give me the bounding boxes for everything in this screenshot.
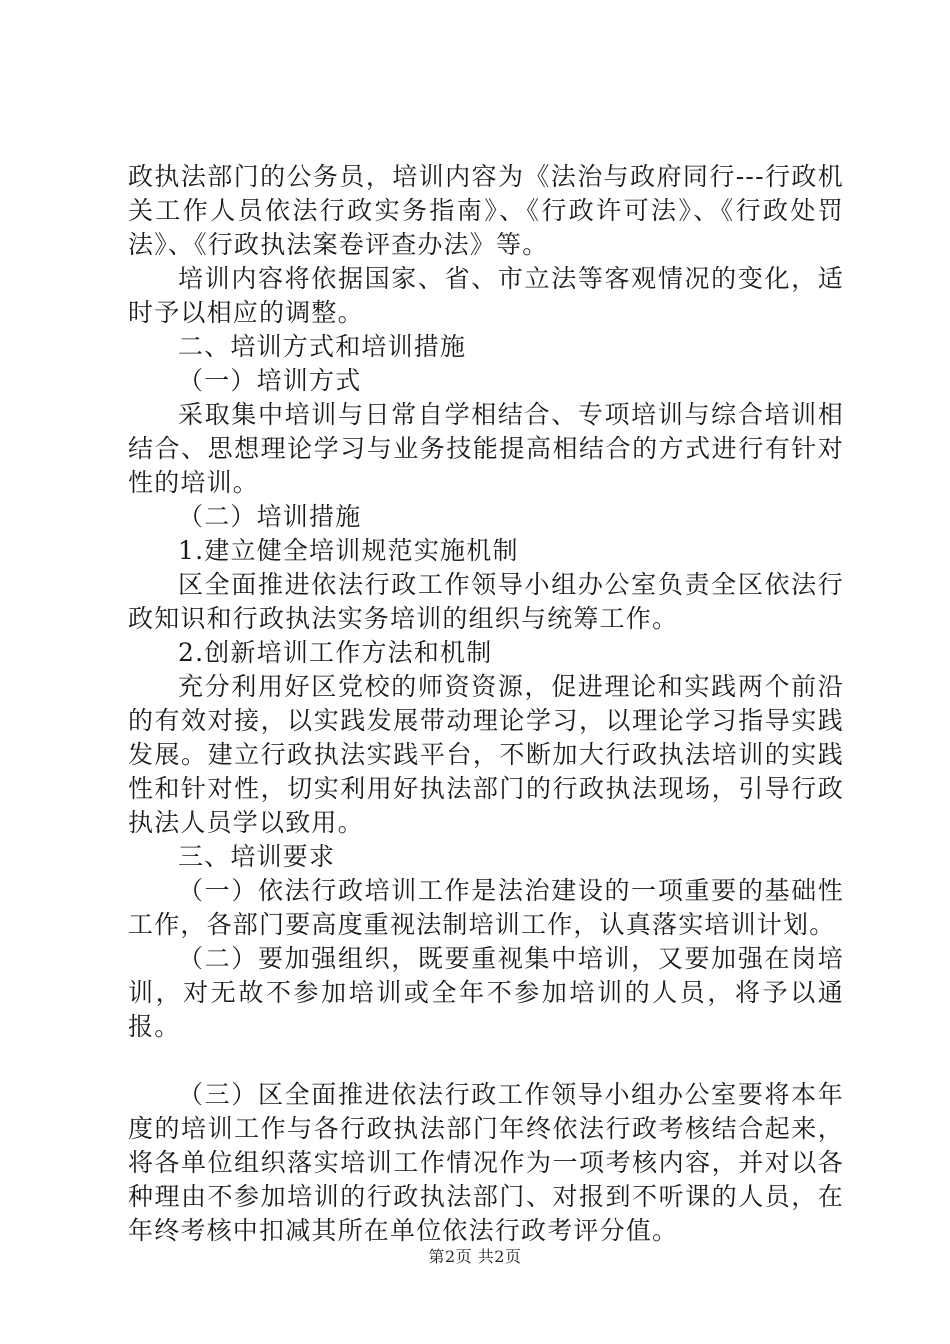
document-body [128, 160, 844, 1248]
requirement-1: （一）依法行政培训工作是法治建设的一项重要的基础性工作，各部门要高度重视法制培训工作，认真落实培训计划。 [128, 876, 844, 939]
item-heading-2: 2.创新培训工作方法和机制 [178, 638, 493, 667]
subsection-heading-measures: （二）培训措施 [178, 502, 362, 531]
requirement-3: （三）区全面推进依法行政工作领导小组办公室要将本年度的培训工作与各行政执法部门年终依法行政考核结合起来，将各单位组织落实培训工作情况作为一项考核内容，并对以各种理由不参加培训的行政执法部门、对报到不听课的人员，在年终考核中扣减其所在单位依法行政考评分值。 [128, 1080, 844, 1245]
requirement-2: （二）要加强组织，既要重视集中培训，又要加强在岗培训，对无故不参加培训或全年不参加培训的人员，将予以通报。 [128, 944, 844, 1041]
paragraph-gap [128, 1044, 844, 1078]
paragraph-method: 采取集中培训与日常自学相结合、专项培训与综合培训相结合、思想理论学习与业务技能提高相结合的方式进行有针对性的培训。 [128, 400, 844, 497]
section-heading-3: 三、培训要求 [178, 842, 336, 871]
section-heading-2: 二、培训方式和培训措施 [178, 332, 467, 361]
paragraph-item-1: 区全面推进依法行政工作领导小组办公室负责全区依法行政知识和行政执法实务培训的组织与统筹工作。 [128, 570, 844, 633]
paragraph-adjustment: 培训内容将依据国家、省、市立法等客观情况的变化，适时予以相应的调整。 [128, 264, 844, 327]
paragraph-item-2: 充分利用好区党校的师资资源，促进理论和实践两个前沿的有效对接，以实践发展带动理论学习，以理论学习指导实践发展。建立行政执法实践平台，不断加大行政执法培训的实践性和针对性，切实利用好执法部门的行政执法现场，引导行政执法人员学以致用。 [128, 672, 844, 837]
item-heading-1: 1.建立健全培训规范实施机制 [178, 536, 519, 565]
page-footer: 第2页 共2页 [428, 1247, 522, 1266]
paragraph-continuation: 政执法部门的公务员，培训内容为《法治与政府同行---行政机关工作人员依法行政实务指南》、《行政许可法》、《行政处罚法》、《行政执法案卷评查办法》等。 [128, 162, 844, 259]
subsection-heading-method: （一）培训方式 [178, 366, 362, 395]
